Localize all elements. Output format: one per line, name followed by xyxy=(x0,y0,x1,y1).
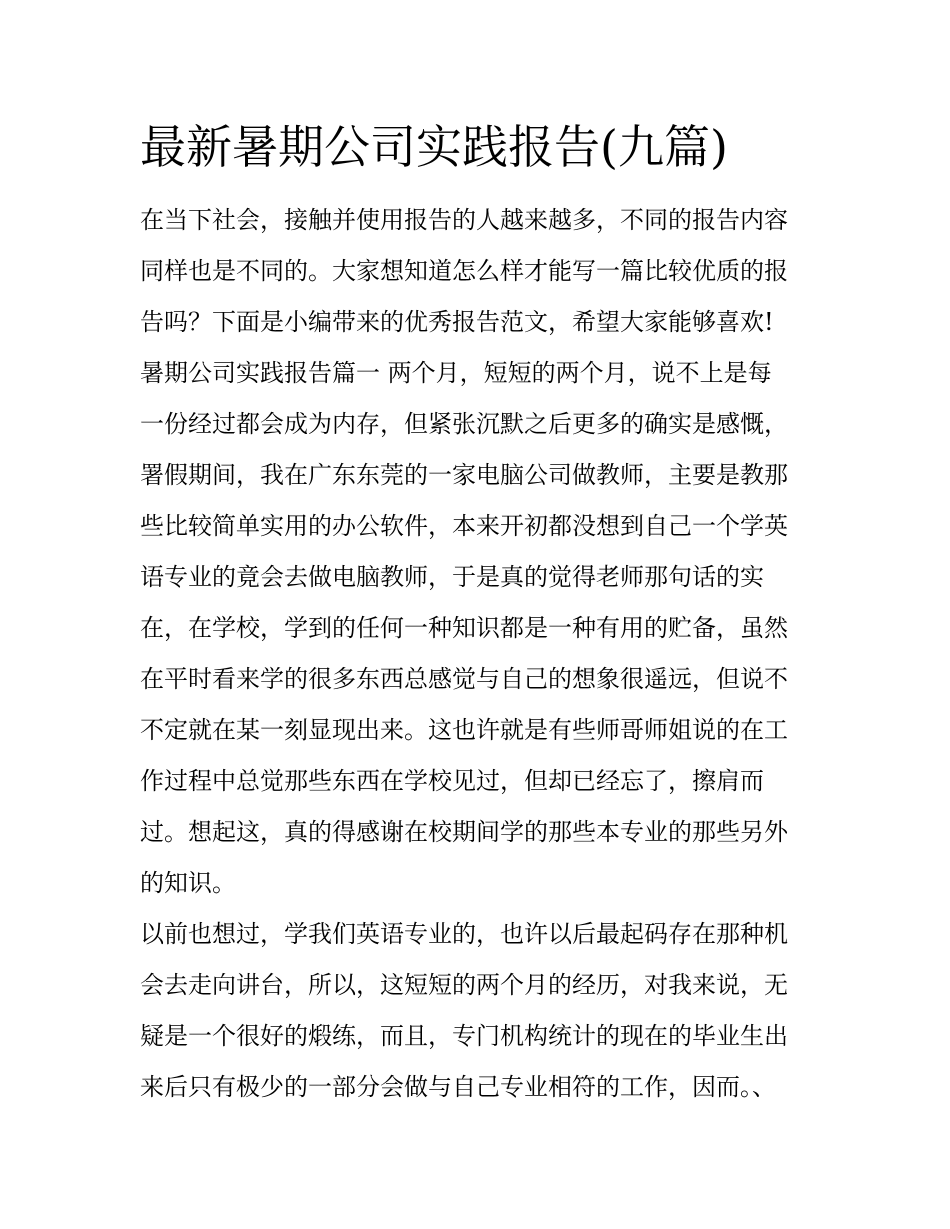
body-line: 以前也想过，学我们英语专业的，也许以后最起码存在那种机 xyxy=(140,920,788,948)
body-line: 语专业的竟会去做电脑教师，于是真的觉得老师那句话的实 xyxy=(140,563,764,591)
body-line: 作过程中总觉那些东西在学校见过，但却已经忘了，擦肩而 xyxy=(140,767,764,795)
body-line: 会去走向讲台，所以，这短短的两个月的经历，对我来说，无 xyxy=(140,971,788,999)
document-title: 最新暑期公司实践报告(九篇) xyxy=(140,120,728,174)
body-line: 暑期公司实践报告篇一 两个月，短短的两个月，说不上是每 xyxy=(140,359,772,387)
body-line: 告吗？下面是小编带来的优秀报告范文，希望大家能够喜欢! xyxy=(140,308,774,336)
document-body xyxy=(140,195,820,1113)
body-line: 过。想起这，真的得感谢在校期间学的那些本专业的那些另外 xyxy=(140,818,788,846)
body-line: 同样也是不同的。大家想知道怎么样才能写一篇比较优质的报 xyxy=(140,257,788,285)
body-line: 在当下社会，接触并使用报告的人越来越多，不同的报告内容 xyxy=(140,206,788,234)
body-line: 的知识。 xyxy=(140,869,236,897)
body-line: 些比较简单实用的办公软件，本来开初都没想到自己一个学英 xyxy=(140,512,788,540)
body-line: 不定就在某一刻显现出来。这也许就是有些师哥师姐说的在工 xyxy=(140,716,788,744)
body-line: 在，在学校，学到的任何一种知识都是一种有用的贮备，虽然 xyxy=(140,614,788,642)
body-line: 疑是一个很好的煅练，而且，专门机构统计的现在的毕业生出 xyxy=(140,1022,788,1050)
body-line: 在平时看来学的很多东西总感觉与自己的想象很遥远，但说不 xyxy=(140,665,788,693)
body-line: 来后只有极少的一部分会做与自己专业相符的工作，因而。、 xyxy=(140,1073,776,1101)
body-line: 一份经过都会成为内存，但紧张沉默之后更多的确实是感慨， xyxy=(140,410,788,438)
body-line: 署假期间，我在广东东莞的一家电脑公司做教师，主要是教那 xyxy=(140,461,788,489)
